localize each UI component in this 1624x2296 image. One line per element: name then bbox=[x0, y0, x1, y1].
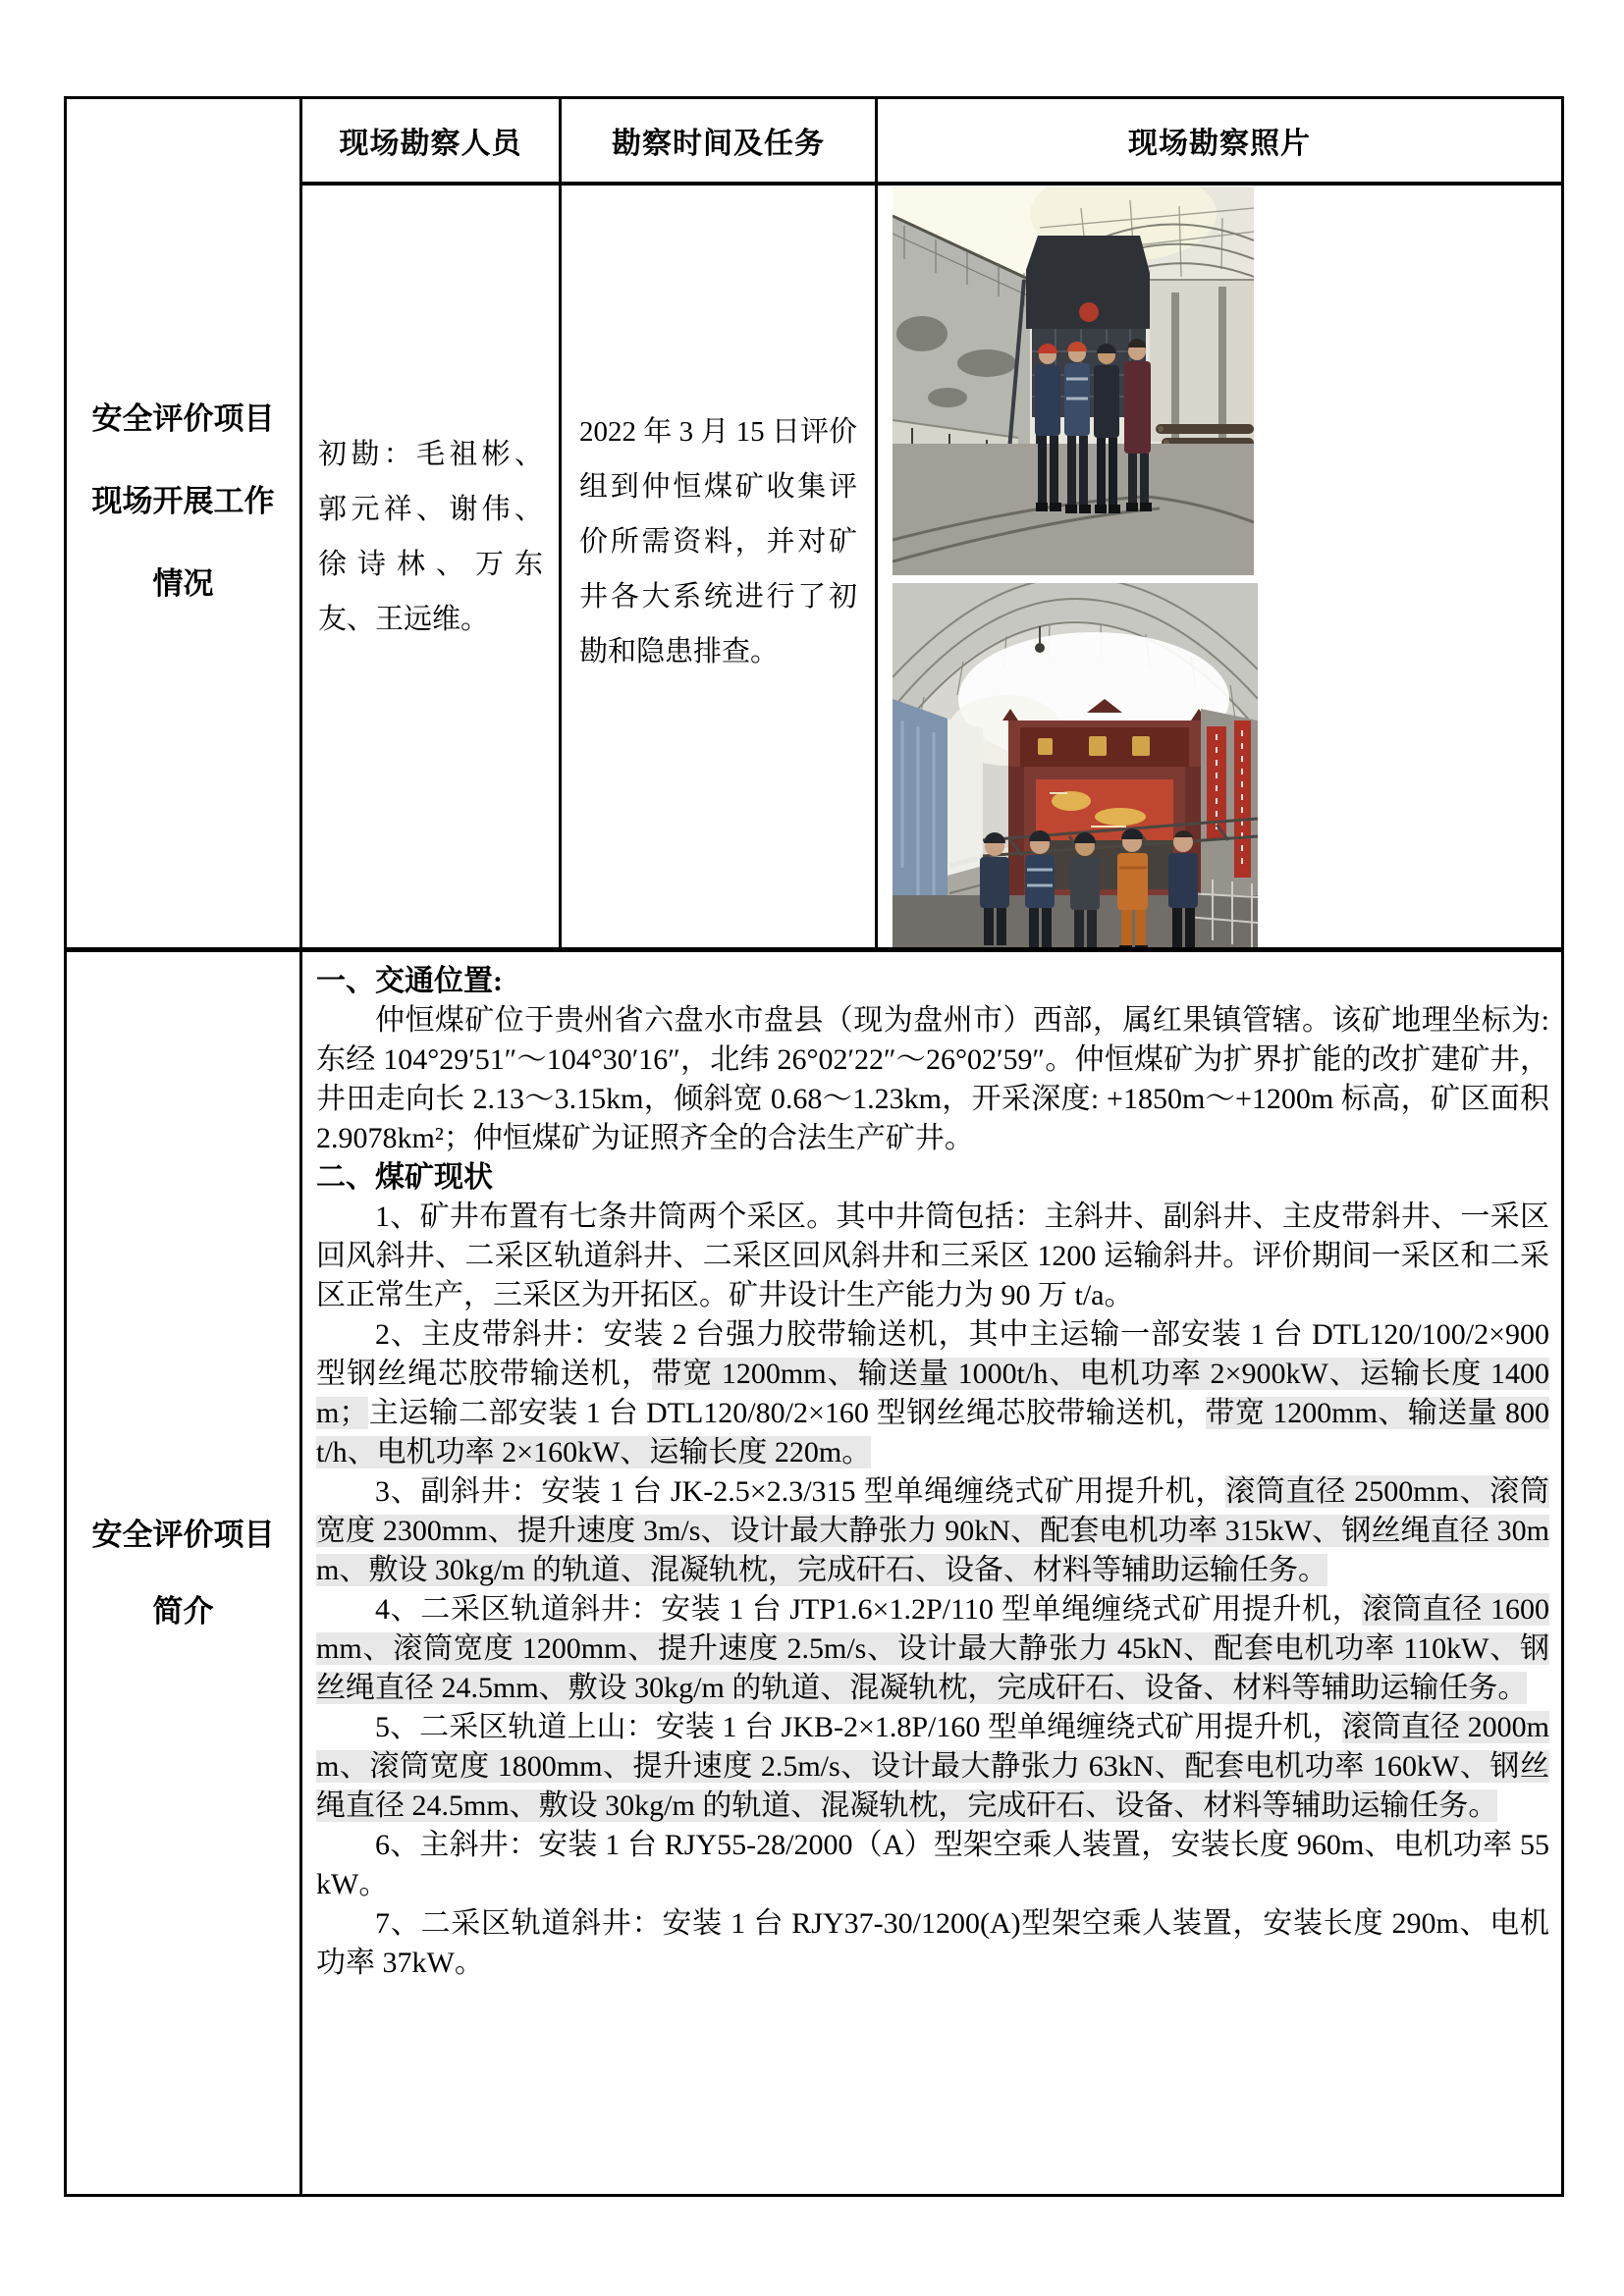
label-line: 情况 bbox=[152, 565, 214, 601]
column-header-personnel: 现场勘察人员 bbox=[339, 128, 522, 160]
site-photo-mine-portal bbox=[893, 583, 1258, 947]
label-line: 现场开展工作 bbox=[91, 483, 275, 518]
site-photo-industrial-shed bbox=[893, 187, 1254, 575]
text-run: 二、煤矿现状 bbox=[316, 1161, 493, 1194]
text-run: 2、主皮带斜井：安装 2 台强力胶带输送机，其中主运输一部安装 1 台 DTL120/100/2×900 型钢丝绳芯胶带输送机， bbox=[316, 1318, 1549, 1390]
cell-project-introduction bbox=[302, 952, 1561, 2194]
body-paragraph bbox=[316, 1904, 1549, 1983]
column-header-time-task: 勘察时间及任务 bbox=[612, 128, 825, 160]
cell-survey-personnel bbox=[302, 186, 559, 947]
text-run: 1、矿井布置有七条井筒两个采区。其中井筒包括：主斜井、副斜井、主皮带斜井、一采区回风斜井、二采区轨道斜井、二采区回风斜井和三采区 1200 运输斜井。评价期间一采区和二采区正常生产，三采区为开拓区。矿井设计生产能力为 90 万 t/a。 bbox=[316, 1201, 1549, 1311]
text-run: 7、二采区轨道斜井：安装 1 台 RJY37-30/1200(A)型架空乘人装置，安装长度 290m、电机功率 37kW。 bbox=[316, 1907, 1549, 1979]
survey-personnel-text: 初勘：毛祖彬、郭元祥、谢伟、徐诗林、万东友、王远维。 bbox=[318, 439, 543, 635]
shaded-text-run: 滚筒直径 2500mm、滚筒宽度 2300mm、提升速度 3m/s、设计最大静张力 90kN、配套电机功率 315kW、钢丝绳直径 30mm、敷设 30kg/m 的轨道、混凝轨枕，完成矸石、设备、材料等辅助运输任务。 bbox=[316, 1475, 1549, 1586]
text-run: 仲恒煤矿位于贵州省六盘水市盘县（现为盘州市）西部，属红果镇管辖。该矿地理坐标为: 东经 104°29′51″～104°30′16″，北纬 26°02′22″～26°02′59″。仲恒煤矿为扩界扩能的改扩建矿井，井田走向长 2.13～3.15km，倾斜宽 0.68～1.23km，开采深度: +1850m～+1200m 标高，矿区面积 2.9078km²；仲恒煤矿为证照齐全的合法生产矿井。 bbox=[316, 1004, 1549, 1154]
body-paragraph bbox=[316, 1315, 1549, 1472]
cell-survey-time-task bbox=[562, 186, 875, 947]
text-run: 主运输二部安装 1 台 DTL120/80/2×160 型钢丝绳芯胶带输送机， bbox=[368, 1397, 1206, 1429]
label-line: 安全评价项目 bbox=[91, 400, 275, 436]
shaded-text-run: 带宽 1200mm、输送量 1000t/h、电机功率 2×900kW、运输长度 1400m； bbox=[316, 1358, 1549, 1429]
label-line: 简介 bbox=[152, 1593, 214, 1629]
text-run: 一、交通位置: bbox=[316, 965, 503, 997]
text-run: 5、二采区轨道上山：安装 1 台 JKB-2×1.8P/160 型单绳缠绕式矿用提升机， bbox=[375, 1711, 1342, 1743]
column-header-photos: 现场勘察照片 bbox=[1128, 128, 1311, 160]
text-run: 6、主斜井：安装 1 台 RJY55-28/2000（A）型架空乘人装置，安装长度 960m、电机功率 55kW。 bbox=[316, 1829, 1549, 1900]
shaded-text-run: 带宽 1200mm、输送量 800t/h、电机功率 2×160kW、运输长度 220m。 bbox=[316, 1397, 1550, 1468]
body-paragraph bbox=[316, 1708, 1549, 1826]
text-run: 3、副斜井：安装 1 台 JK-2.5×2.3/315 型单绳缠绕式矿用提升机， bbox=[375, 1475, 1226, 1508]
label-line: 安全评价项目 bbox=[91, 1517, 275, 1552]
section-heading bbox=[316, 962, 1549, 1001]
report-table bbox=[64, 96, 1564, 2197]
shaded-text-run: 滚筒直径 2000mm、滚筒宽度 1800mm、提升速度 2.5m/s、设计最大静张力 63kN、配套电机功率 160kW、钢丝绳直径 24.5mm、敷设 30kg/m 的轨道、混凝轨枕，完成矸石、设备、材料等辅助运输任务。 bbox=[316, 1711, 1549, 1822]
cell-survey-photos bbox=[878, 186, 1561, 947]
body-paragraph bbox=[316, 1472, 1549, 1590]
row-label-project-intro bbox=[67, 952, 299, 2194]
shaded-text-run: 滚筒直径 1600mm、滚筒宽度 1200mm、提升速度 2.5m/s、设计最大静张力 45kN、配套电机功率 110kW、钢丝绳直径 24.5mm、敷设 30kg/m 的轨道、混凝轨枕，完成矸石、设备、材料等辅助运输任务。 bbox=[316, 1593, 1550, 1704]
body-paragraph bbox=[316, 1001, 1549, 1158]
row-label-work-status bbox=[67, 99, 299, 947]
body-paragraph bbox=[316, 1198, 1549, 1315]
body-paragraph bbox=[316, 1590, 1549, 1708]
section-heading bbox=[316, 1158, 1549, 1198]
body-paragraph bbox=[316, 1826, 1549, 1904]
text-run: 4、二采区轨道斜井：安装 1 台 JTP1.6×1.2P/110 型单绳缠绕式矿用提升机， bbox=[375, 1593, 1363, 1626]
survey-time-task-text: 2022 年 3 月 15 日评价组到仲恒煤矿收集评价所需资料，并对矿井各大系统进行了初勘和隐患排查。 bbox=[579, 416, 857, 667]
